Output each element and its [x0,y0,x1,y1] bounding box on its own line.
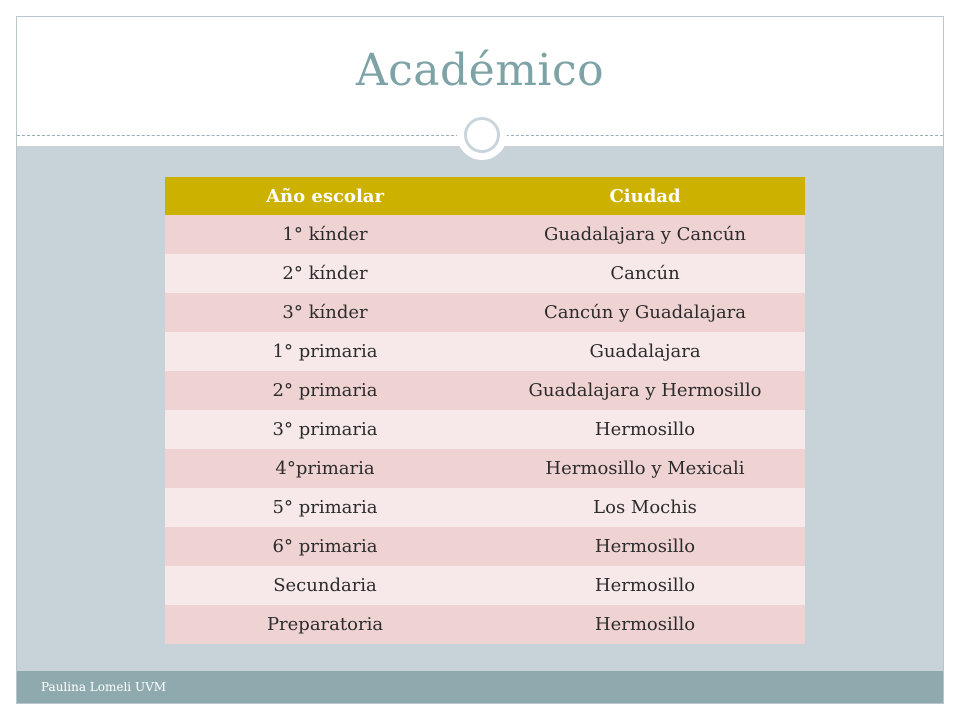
cell-school-year: 2° primaria [165,371,485,410]
circle-ring [464,117,500,153]
table-row [165,254,805,293]
table-row [165,371,805,410]
cell-city: Guadalajara [485,332,805,371]
header-city: Ciudad [485,177,805,215]
cell-school-year: Secundaria [165,566,485,605]
table-row [165,527,805,566]
cell-city: Guadalajara y Cancún [485,215,805,254]
cell-school-year: 1° kínder [165,215,485,254]
slide-title: Académico [355,45,605,96]
table-row [165,605,805,644]
footer-text: Paulina Lomeli UVM [41,680,167,694]
cell-school-year: 4°primaria [165,449,485,488]
table-row [165,488,805,527]
cell-school-year: 3° kínder [165,293,485,332]
cell-city: Hermosillo [485,566,805,605]
school-table [165,177,805,644]
table-row [165,293,805,332]
footer-bar [17,671,943,703]
table-row [165,332,805,371]
header-school-year: Año escolar [165,177,485,215]
table-row [165,566,805,605]
cell-city: Hermosillo [485,527,805,566]
cell-school-year: 6° primaria [165,527,485,566]
table-row [165,449,805,488]
cell-school-year: 5° primaria [165,488,485,527]
cell-city: Hermosillo [485,410,805,449]
table-row [165,215,805,254]
cell-city: Guadalajara y Hermosillo [485,371,805,410]
cell-school-year: 1° primaria [165,332,485,371]
table-row [165,410,805,449]
table-header-row [165,177,805,215]
cell-school-year: 2° kínder [165,254,485,293]
cell-school-year: 3° primaria [165,410,485,449]
cell-city: Hermosillo [485,605,805,644]
cell-school-year: Preparatoria [165,605,485,644]
cell-city: Cancún [485,254,805,293]
cell-city: Hermosillo y Mexicali [485,449,805,488]
cell-city: Cancún y Guadalajara [485,293,805,332]
cell-city: Los Mochis [485,488,805,527]
circle-ornament-icon [457,110,507,160]
